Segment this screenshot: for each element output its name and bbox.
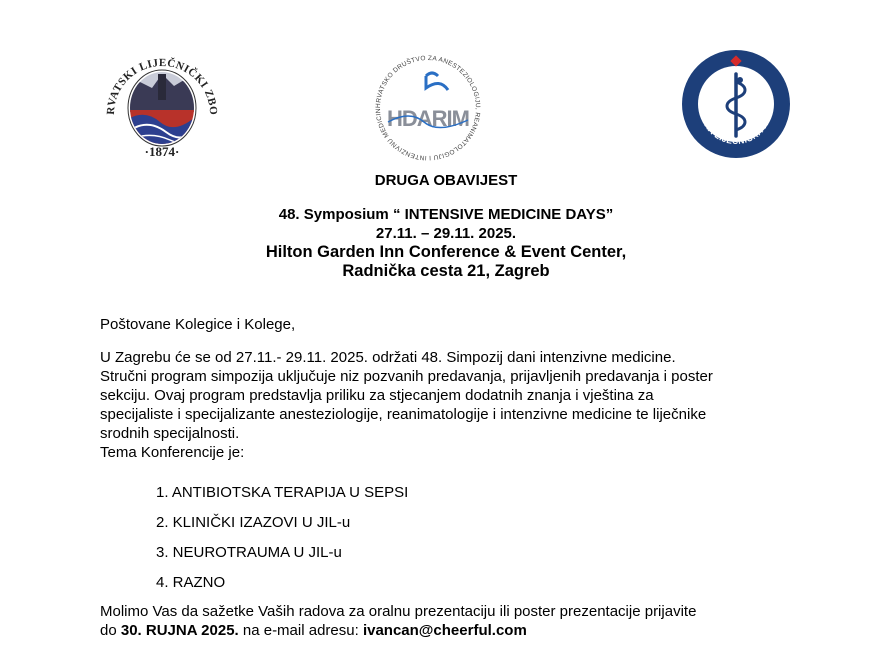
hlz-logo [100,52,224,160]
topic-item: 3. NEUROTRAUMA U JIL-u [156,544,342,561]
closing-paragraph [100,602,800,640]
event-title: 48. Symposium “ INTENSIVE MEDICINE DAYS” [278,206,614,223]
paragraph-line: sekciju. Ovaj program predstavlja priliku za stjecanjem dodatnih znanja i vještina za [100,387,654,404]
topic-item: 4. RAZNO [156,574,226,591]
contact-email[interactable]: ivancan@cheerful.com [362,622,527,639]
notice-heading: DRUGA OBAVIJEST [374,172,518,189]
topic-item: 1. ANTIBIOTSKA TERAPIJA U SEPSI [156,484,409,501]
paragraph-line: specijaliste i specijalizante anesteziologije, reanimatologije i intenzivne medicine te liječnike [100,406,707,423]
hlk-ring-text: ATSKA LIJEČNIČKA KOM [697,107,775,147]
greeting: Poštovane Kolegice i Kolege, [100,316,296,333]
event-venue: Hilton Garden Inn Conference & Event Center, [265,243,627,261]
event-address: Radnička cesta 21, Zagreb [342,262,550,280]
paragraph-line: Tema Konferencije je: [100,444,245,461]
hdarim-ring-text: HRVATSKO DRUŠTVO ZA ANESTEZIOLOGIJU, REANIMATOLOGIJU I INTENZIVNU MEDICIN [374,54,482,162]
paragraph-line: Stručni program simpozija uključuje niz pozvanih predavanja, prijavljenih predavanja i poster [100,368,713,385]
hlk-logo [680,48,792,160]
hlz-ring-text: RVATSKI LIJEČNIČKI ZBO [104,56,220,116]
intro-paragraph [100,348,800,462]
paragraph-line: U Zagrebu će se od 27.11.- 29.11. 2025. održati 48. Simpozij dani intenzivne medicine. [100,349,676,366]
hdarim-wordmark: HDARIM [387,106,469,131]
submission-deadline: 30. RUJNA 2025. [120,622,239,639]
closing-line-2 [100,621,800,640]
closing-prefix: do [100,622,121,639]
event-info [0,205,892,281]
topic-list [156,483,408,603]
event-dates: 27.11. – 29.11. 2025. [375,225,517,242]
closing-middle: na e-mail adresu: [238,622,363,639]
hdarim-logo [366,48,490,162]
hlz-year: ·1874· [144,144,180,159]
closing-line: Molimo Vas da sažetke Vaših radova za oralnu prezentaciju ili poster prezentacije prijavite [100,603,697,620]
paragraph-line: srodnih specijalnosti. [100,425,240,442]
topic-item: 2. KLINIČKI IZAZOVI U JIL-u [156,514,351,531]
